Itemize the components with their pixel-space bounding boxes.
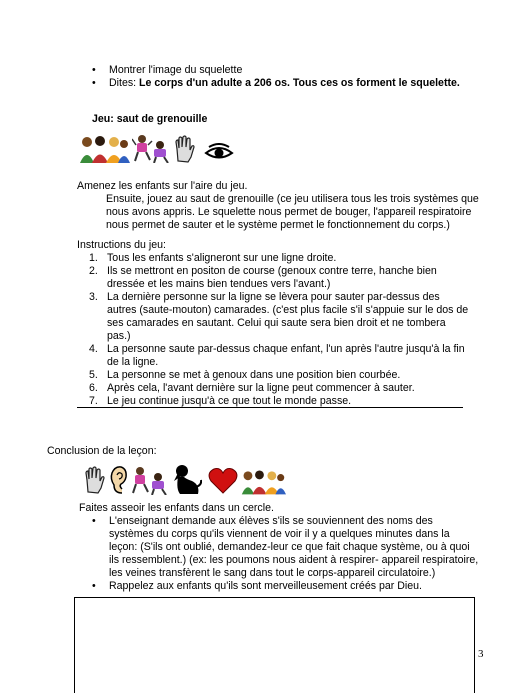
instruction-step: 6. Après cela, l'avant dernière sur la ligne peut commencer à sauter. (89, 382, 415, 394)
instructions-title: Instructions du jeu: (77, 239, 166, 251)
children-group-icon (240, 469, 286, 499)
hand-icon (84, 465, 106, 499)
intro-bullet: • Dites: Le corps d'un adulte a 206 os. Tous ces os forment le squelette. (92, 77, 492, 90)
ear-icon (108, 465, 128, 499)
game-intro: Amenez les enfants sur l'aire du jeu. (77, 180, 248, 192)
instruction-step: 4. La personne saute par-dessus chaque enfant, l'un après l'autre jusqu'à la fin de la ligne. (89, 343, 465, 368)
heart-icon (208, 467, 238, 499)
game-paragraph: Ensuite, jouez au saut de grenouille (ce jeu utilisera tous les trois systèmes que nous avons appris. Le squelette nous permet de bouger, l'appareil respiratoire nous permet de sauter et le système permet le fonctionnement du corps.) (106, 193, 479, 231)
conclusion-bullet: • L'enseignant demande aux élèves s'ils se souviennent des noms des systèmes du corps qu'ils viennent de voir il y a quelques minutes dans la leçon: (S'ils ont oublié, demandez-leur ce que fait chaque système, ou à quoi ils ressemblent.) (ex: les poumons nous aident à respirer- appareil respiratoire, les veines transfèrent le sang dans tout le corps-appareil circulatoire.) (92, 515, 480, 580)
jumping-kids-icon (132, 133, 172, 167)
intro-bullet-list (92, 64, 492, 90)
conclusion-heading: Conclusion de la leçon: (47, 445, 157, 457)
instruction-step: 5. La personne se met à genoux dans une position bien courbée. (89, 369, 401, 381)
dog-icon (172, 463, 202, 499)
section-divider (77, 407, 463, 408)
instruction-step: 7. Le jeu continue jusqu'à ce que tout le monde passe. (89, 395, 352, 407)
children-group-icon (78, 135, 130, 167)
instruction-step: 2. Ils se mettront en positon de course (genoux contre terre, hanche bien dressée et les mains bien tendues vers l'avant.) (89, 265, 437, 290)
instruction-step: 3. La dernière personne sur la ligne se lèvera pour sauter par-dessus des autres (saute-mouton) camarades. (c'est plus facile s'il s'appuie sur le dos de ses camarades en sautant. Celui qui saute sera bien droit et ne tombera pas.) (89, 291, 469, 342)
instruction-step: 1. Tous les enfants s'aligneront sur une ligne droite. (89, 252, 337, 264)
game-heading: Jeu: saut de grenouille (92, 113, 208, 125)
conclusion-intro: Faites asseoir les enfants dans un cercle. (79, 502, 274, 514)
conclusion-icon-row (84, 463, 286, 499)
empty-box (74, 597, 475, 693)
intro-bullet: • Montrer l'image du squelette (92, 64, 492, 77)
hand-icon (174, 135, 196, 167)
page-number: 3 (478, 648, 484, 660)
conclusion-bullet: • Rappelez aux enfants qu'ils sont merveilleusement créés par Dieu. (92, 580, 480, 593)
conclusion-bullet-list (92, 515, 480, 593)
eye-icon (204, 143, 234, 165)
jumping-kids-icon (130, 465, 170, 499)
instructions-list (89, 252, 469, 408)
game-icon-row (78, 137, 234, 167)
